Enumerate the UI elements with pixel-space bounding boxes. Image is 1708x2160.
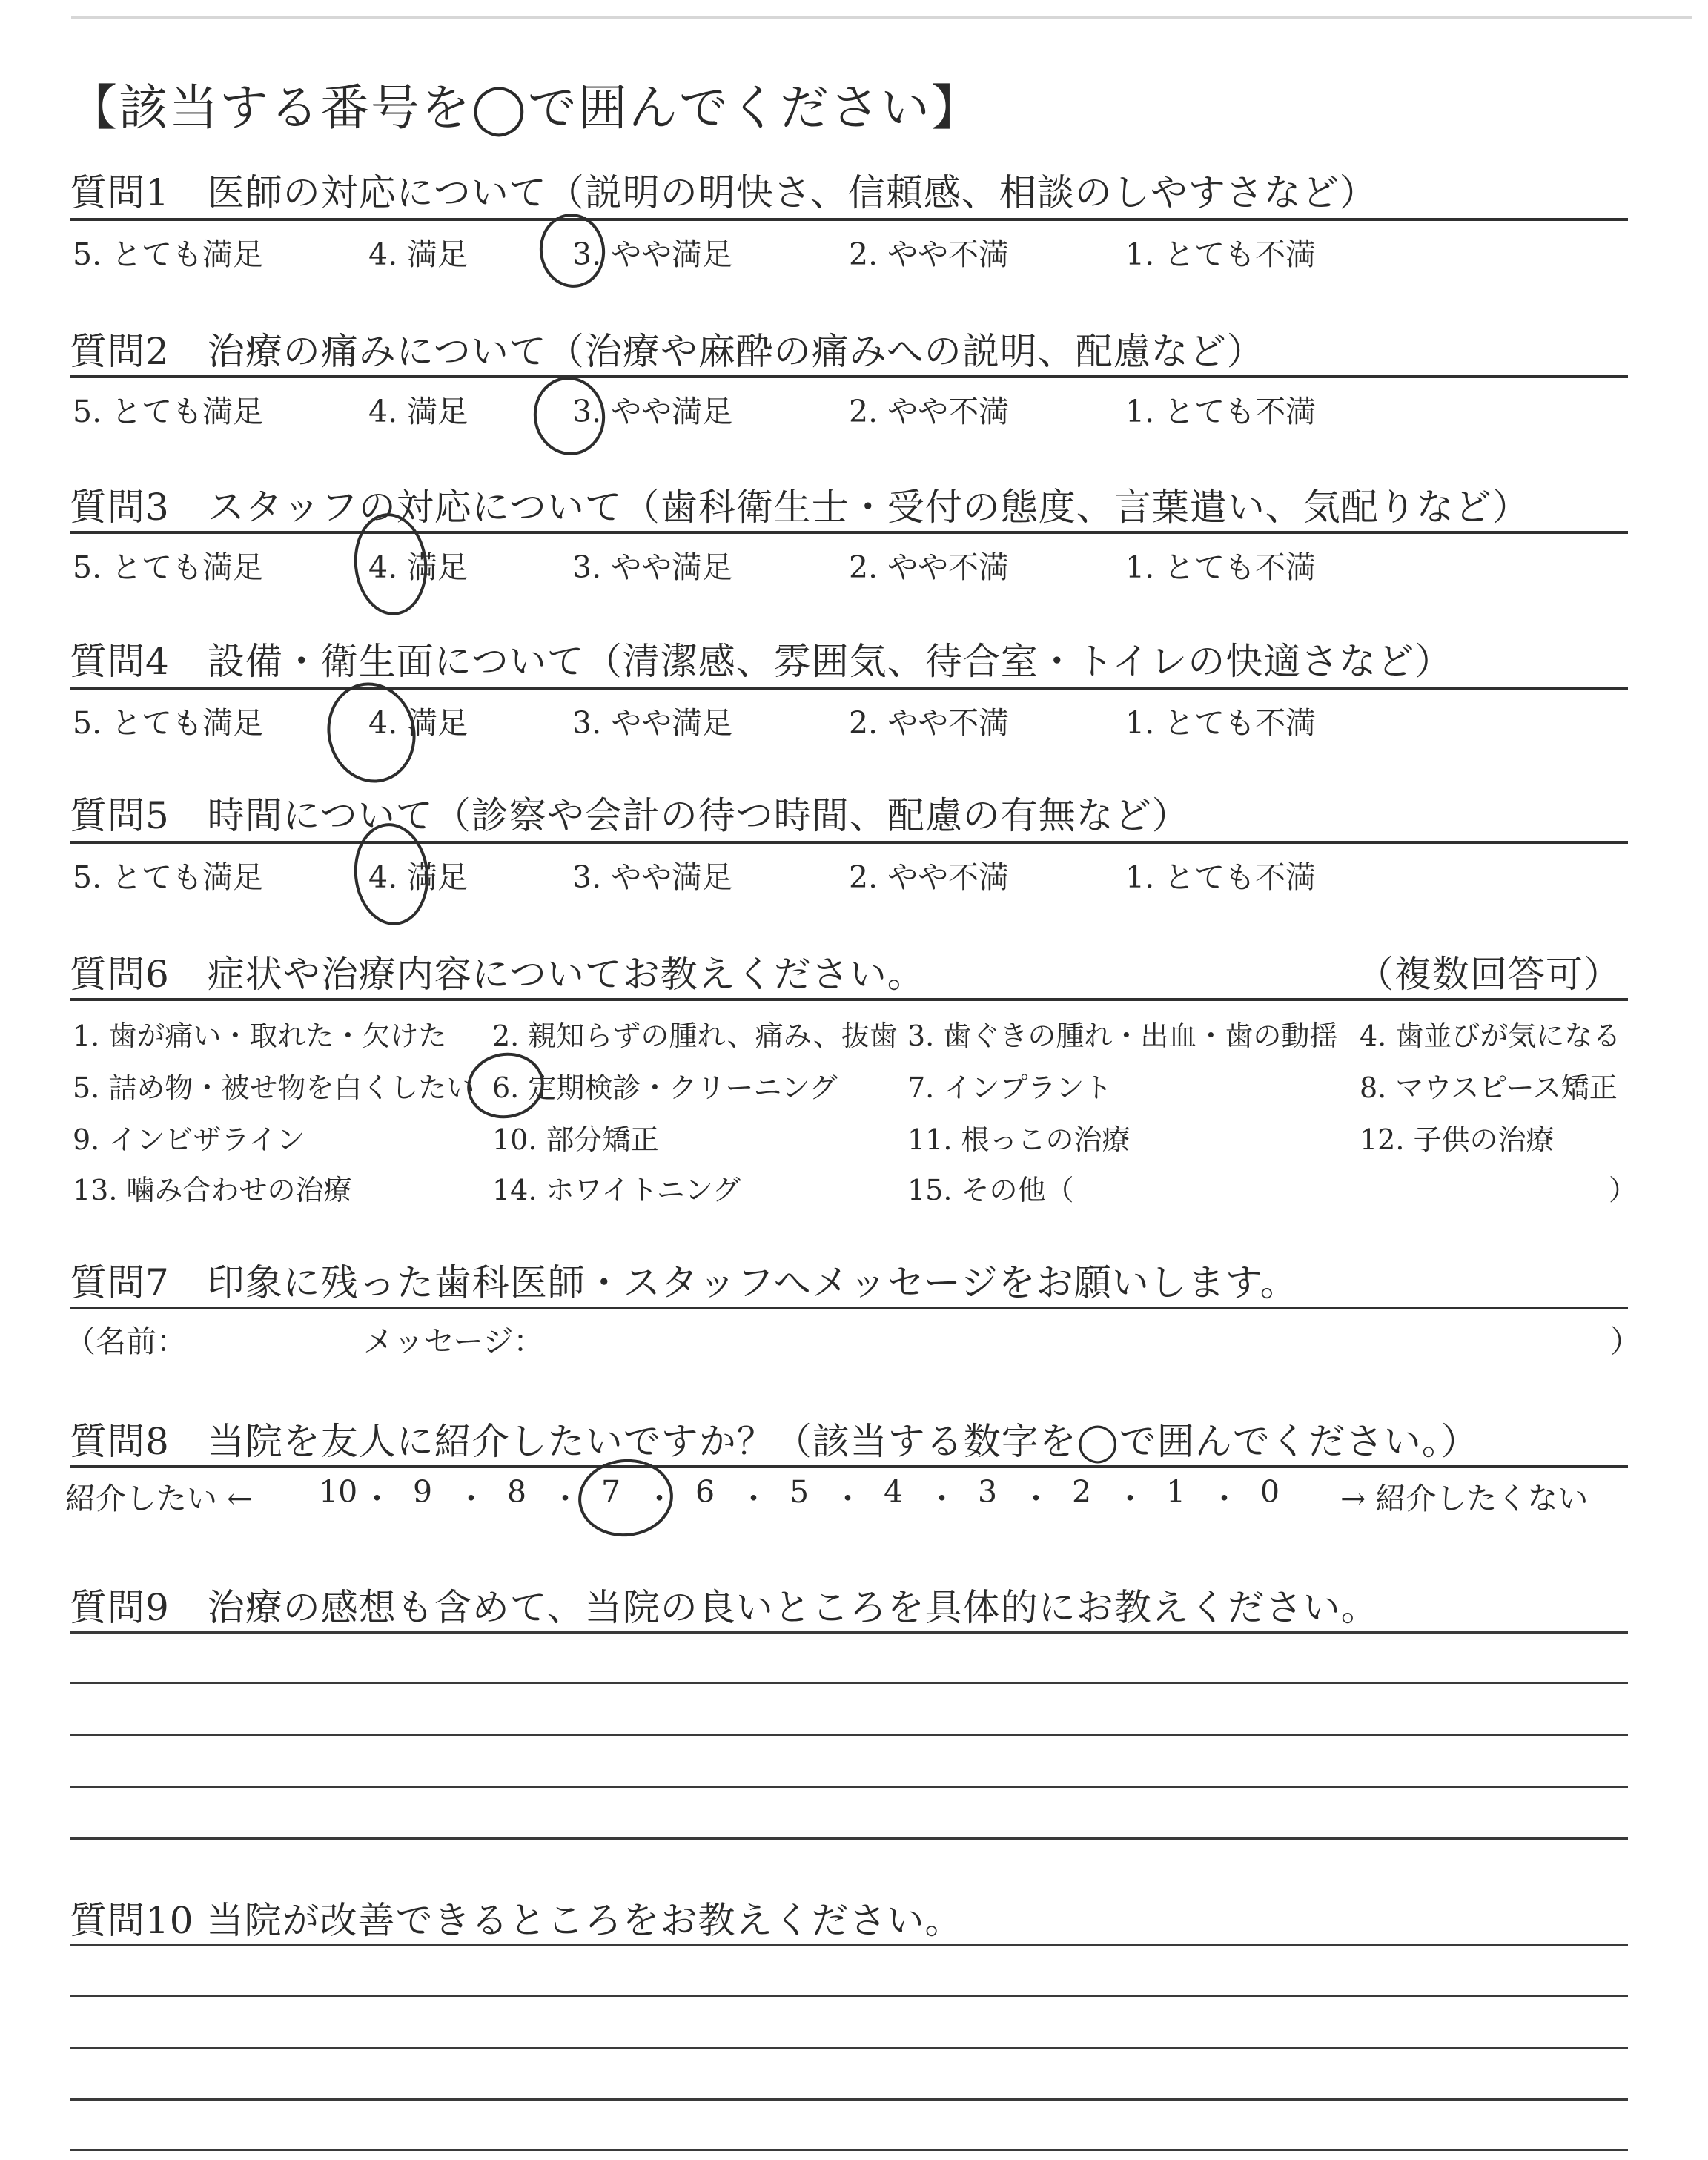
q7-close-paren: ） <box>1610 1324 1641 1359</box>
q5-option-3[interactable]: 3. やや満足 <box>572 859 733 895</box>
q4-selected-circle <box>317 673 426 793</box>
q8-scale-separator: ・ <box>550 1481 580 1516</box>
q8-scale-10[interactable]: 10 <box>319 1474 358 1510</box>
q8-scale-9[interactable]: 9 <box>413 1474 433 1510</box>
q7-name-label: （名前： <box>65 1324 187 1359</box>
q5-option-1[interactable]: 1. とても不満 <box>1125 859 1317 895</box>
q8-scale-separator: ・ <box>1021 1481 1051 1516</box>
question-1-rule <box>70 218 1628 221</box>
q5-option-4[interactable]: 4. 満足 <box>368 859 469 895</box>
question-2-rule <box>70 375 1628 378</box>
question-6-rule <box>70 998 1628 1001</box>
question-10-title: 質問10 当院が改善できるところをお教えください。 <box>70 1899 963 1942</box>
q6-option-14[interactable]: 14. ホワイトニング <box>492 1174 741 1206</box>
q4-option-5[interactable]: 5. とても満足 <box>73 705 264 741</box>
q8-scale-separator: ・ <box>644 1481 675 1516</box>
page-heading: 【該当する番号を◯で囲んでください】 <box>68 79 982 136</box>
q9-answer-line-4[interactable] <box>70 1786 1628 1788</box>
q8-scale-separator: ・ <box>456 1481 486 1516</box>
q6-option-9[interactable]: 9. インビザライン <box>73 1123 305 1156</box>
q6-option-5[interactable]: 5. 詰め物・被せ物を白くしたい <box>73 1071 475 1104</box>
question-7-title: 質問7 印象に残った歯科医師・スタッフへメッセージをお願いします。 <box>70 1261 1298 1304</box>
q8-scale-3[interactable]: 3 <box>978 1474 998 1510</box>
q9-answer-line-2[interactable] <box>70 1682 1628 1684</box>
q8-scale-4[interactable]: 4 <box>884 1474 904 1510</box>
question-1-title: 質問1 医師の対応について（説明の明快さ、信頼感、相談のしやすさなど） <box>70 171 1377 214</box>
q1-option-4[interactable]: 4. 満足 <box>368 237 469 272</box>
q6-option-7[interactable]: 7. インプラント <box>907 1071 1113 1104</box>
q2-selected-circle <box>528 371 612 460</box>
q1-selected-circle <box>534 209 609 291</box>
question-3-title: 質問3 スタッフの対応について（歯科衛生士・受付の態度、言葉遣い、気配りなど） <box>70 486 1530 529</box>
q6-option-8[interactable]: 8. マウスピース矯正 <box>1360 1071 1618 1104</box>
q6-option-2[interactable]: 2. 親知らずの腫れ、痛み、抜歯 <box>492 1020 898 1052</box>
question-3-rule <box>70 531 1628 534</box>
q8-right-label: → 紹介したくない <box>1340 1481 1589 1516</box>
q8-scale-separator: ・ <box>833 1481 863 1516</box>
q3-option-4[interactable]: 4. 満足 <box>368 549 469 585</box>
q6-option-15-close: ） <box>1609 1174 1638 1206</box>
q6-option-11[interactable]: 11. 根っこの治療 <box>907 1123 1131 1156</box>
q6-option-3[interactable]: 3. 歯ぐきの腫れ・出血・歯の動揺 <box>907 1020 1338 1052</box>
q2-option-3[interactable]: 3. やや満足 <box>572 394 733 429</box>
q8-scale-2[interactable]: 2 <box>1072 1474 1092 1510</box>
q1-option-2[interactable]: 2. やや不満 <box>849 237 1010 272</box>
q7-message-label: メッセージ： <box>363 1324 544 1359</box>
q8-scale-5[interactable]: 5 <box>790 1474 810 1510</box>
q8-scale-7[interactable]: 7 <box>601 1474 621 1510</box>
q4-option-3[interactable]: 3. やや満足 <box>572 705 733 741</box>
q6-option-10[interactable]: 10. 部分矯正 <box>492 1123 659 1156</box>
q8-scale-separator: ・ <box>927 1481 957 1516</box>
q3-option-3[interactable]: 3. やや満足 <box>572 549 733 585</box>
q10-answer-line-3[interactable] <box>70 2047 1628 2049</box>
q9-answer-line-5[interactable] <box>70 1837 1628 1840</box>
q6-option-6[interactable]: 6. 定期検診・クリーニング <box>492 1071 838 1104</box>
q8-left-label: 紹介したい ← <box>65 1481 253 1516</box>
question-5-rule <box>70 841 1628 844</box>
q8-scale-separator: ・ <box>1115 1481 1145 1516</box>
q1-option-1[interactable]: 1. とても不満 <box>1125 237 1317 272</box>
q10-answer-line-2[interactable] <box>70 1995 1628 1997</box>
question-7-rule <box>70 1307 1628 1309</box>
q8-scale-separator: ・ <box>738 1481 769 1516</box>
question-2-title: 質問2 治療の痛みについて（治療や麻酔の痛みへの説明、配慮など） <box>70 330 1265 373</box>
q8-scale-separator: ・ <box>362 1481 392 1516</box>
question-8-rule <box>70 1465 1628 1468</box>
q10-answer-line-5[interactable] <box>70 2149 1628 2151</box>
question-4-title: 質問4 設備・衛生面について（清潔感、雰囲気、待合室・トイレの快適さなど） <box>70 640 1453 683</box>
q9-answer-line-3[interactable] <box>70 1734 1628 1736</box>
q6-option-15[interactable]: 15. その他（ <box>907 1174 1074 1206</box>
q2-option-2[interactable]: 2. やや不満 <box>849 394 1010 429</box>
q2-option-5[interactable]: 5. とても満足 <box>73 394 264 429</box>
q8-scale <box>319 1474 1312 1516</box>
q2-option-4[interactable]: 4. 満足 <box>368 394 469 429</box>
q2-option-1[interactable]: 1. とても不満 <box>1125 394 1317 429</box>
q8-scale-0[interactable]: 0 <box>1260 1474 1280 1510</box>
top-border <box>71 16 1692 19</box>
q6-option-1[interactable]: 1. 歯が痛い・取れた・欠けた <box>73 1020 447 1052</box>
q6-option-12[interactable]: 12. 子供の治療 <box>1360 1123 1555 1156</box>
q6-option-13[interactable]: 13. 噛み合わせの治療 <box>73 1174 352 1206</box>
q6-option-4[interactable]: 4. 歯並びが気になる <box>1360 1020 1621 1052</box>
q4-option-1[interactable]: 1. とても不満 <box>1125 705 1317 741</box>
question-6-note: （複数回答可） <box>1357 953 1621 996</box>
q8-scale-8[interactable]: 8 <box>507 1474 527 1510</box>
q3-option-5[interactable]: 5. とても満足 <box>73 549 264 585</box>
q3-option-2[interactable]: 2. やや不満 <box>849 549 1010 585</box>
q6-selected-circle <box>462 1047 549 1125</box>
q8-scale-separator: ・ <box>1209 1481 1239 1516</box>
question-5-title: 質問5 時間について（診察や会計の待つ時間、配慮の有無など） <box>70 794 1190 837</box>
question-9-title: 質問9 治療の感想も含めて、当院の良いところを具体的にお教えください。 <box>70 1586 1379 1629</box>
q8-scale-1[interactable]: 1 <box>1166 1474 1186 1510</box>
question-8-title: 質問8 当院を友人に紹介したいですか？（該当する数字を◯で囲んでください。） <box>70 1420 1479 1463</box>
q1-option-3[interactable]: 3. やや満足 <box>572 237 733 272</box>
q8-scale-6[interactable]: 6 <box>695 1474 715 1510</box>
question-4-rule <box>70 687 1628 690</box>
q5-option-2[interactable]: 2. やや不満 <box>849 859 1010 895</box>
q4-option-2[interactable]: 2. やや不満 <box>849 705 1010 741</box>
q10-answer-line-4[interactable] <box>70 2098 1628 2101</box>
q10-answer-line-1[interactable] <box>70 1944 1628 1946</box>
q3-option-1[interactable]: 1. とても不満 <box>1125 549 1317 585</box>
question-6-title: 質問6 症状や治療内容についてお教えください。 <box>70 953 925 996</box>
q5-option-5[interactable]: 5. とても満足 <box>73 859 264 895</box>
q9-answer-line-1[interactable] <box>70 1631 1628 1634</box>
q1-option-5[interactable]: 5. とても満足 <box>73 237 264 272</box>
q4-option-4[interactable]: 4. 満足 <box>368 705 469 741</box>
